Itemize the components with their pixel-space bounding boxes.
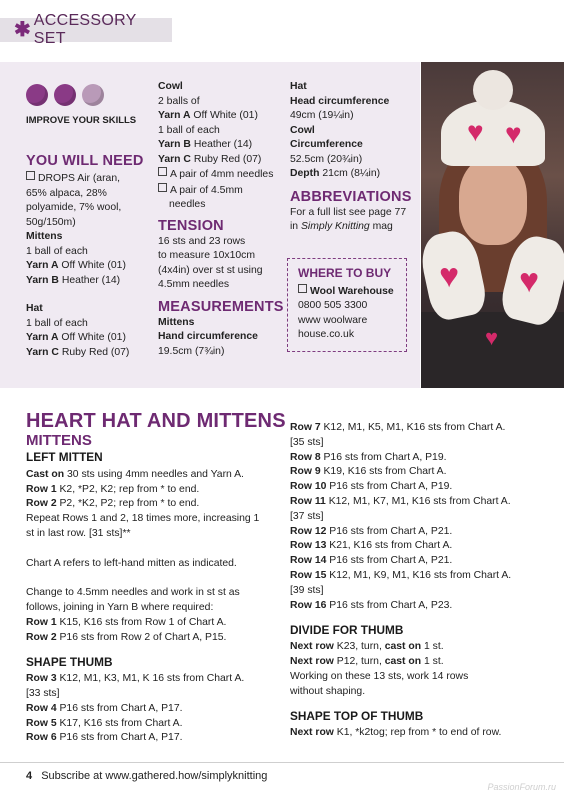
checkbox-icon (158, 183, 167, 192)
measurements-heading: MEASUREMENTS (158, 298, 284, 315)
hat-label: Hat (290, 81, 307, 92)
divide-thumb-heading: DIVIDE FOR THUMB (290, 623, 404, 638)
instruction-line: Row 7 K12, M1, K5, M1, K16 sts from Chart A. (290, 422, 506, 433)
right-body-column (290, 421, 550, 741)
model-photo (421, 62, 564, 388)
hat-balls: 1 ball of each (26, 317, 88, 329)
instruction-line: without shaping. (290, 685, 366, 697)
instruction-line: Row 2 P16 sts from Row 2 of Chart A, P15. (26, 631, 227, 643)
yarn-b-label: Yarn B (158, 139, 191, 150)
section-title: ACCESSORY SET (33, 12, 137, 47)
instruction-line: Row 8 P16 sts from Chart A, P19. (290, 451, 447, 463)
checkbox-icon (158, 167, 167, 176)
instruction-line: Row 6 P16 sts from Chart A, P17. (26, 732, 183, 744)
checkbox-icon (298, 284, 307, 293)
heart-icon: ♥ (467, 116, 484, 147)
instruction-line: Row 11 K12, M1, K7, M1, K16 sts from Chart A. (290, 495, 511, 507)
shop-name: Wool Warehouse (310, 285, 394, 297)
instruction-line: Chart A refers to left-hand mitten as indicated. (26, 557, 237, 569)
you-will-need (26, 152, 156, 360)
instruction-line: Next row K23, turn, cast on 1 st. (290, 641, 444, 653)
yarn-line: polyamide, 7% wool, (26, 202, 122, 213)
yarn-a-value: Off White (01) (61, 332, 126, 343)
skills-block (26, 84, 136, 126)
yarn-c-label: Yarn C (158, 153, 191, 165)
yarn-c-label: Yarn C (26, 346, 59, 358)
instruction-line: Row 14 P16 sts from Chart A, P21. (290, 555, 453, 567)
yarn-line: DROPS Air (aran, (38, 173, 120, 184)
shop-phone: 0800 505 3300 (298, 300, 368, 311)
watermark: PassionForum.ru (487, 782, 556, 792)
hat-label: Hat (26, 303, 43, 314)
left-body-column (26, 450, 278, 746)
yarn-a-label: Yarn A (26, 332, 59, 343)
depth-label: Depth (290, 168, 320, 179)
abbreviations-heading: ABBREVIATIONS (290, 188, 412, 205)
tension-line: 4.5mm needles (158, 279, 230, 290)
mittens-balls: 1 ball of each (26, 245, 88, 257)
instruction-line: Repeat Rows 1 and 2, 18 times more, increasing 1 (26, 513, 260, 525)
instruction-line: Row 1 K2, *P2, K2; rep from * to end. (26, 483, 200, 495)
yarn-a-value: Off White (01) (193, 110, 258, 121)
hand-circumference-value: 19.5cm (7¾in) (158, 345, 225, 357)
cowl-one-ball: 1 ball of each (158, 124, 220, 136)
instruction-line: Row 13 K21, K16 sts from Chart A. (290, 540, 453, 552)
pompom-shape (473, 70, 513, 110)
shape-top-thumb-heading: SHAPE TOP OF THUMB (290, 709, 424, 724)
instruction-line: Row 5 K17, K16 sts from Chart A. (26, 717, 183, 729)
circumference-value: 52.5cm (20¾in) (290, 153, 363, 165)
circumference-label: Circumference (290, 139, 363, 150)
instruction-line: st in last row. [31 sts]** (26, 527, 131, 539)
yarn-ball-icon (54, 84, 76, 106)
star-icon: ✱ (14, 19, 31, 41)
instruction-line: [39 sts] (290, 584, 324, 596)
tension-heading: TENSION (158, 217, 224, 234)
needles-line: A pair of 4.5mm (170, 184, 243, 196)
measurements-abbreviations (290, 80, 418, 235)
page-number: 4 (26, 770, 33, 782)
tension-line: 16 sts and 23 rows (158, 235, 246, 247)
instruction-line: follows, joining in Yarn B where required: (26, 601, 214, 613)
instruction-line: Row 10 P16 sts from Chart A, P19. (290, 481, 453, 493)
instruction-line: Row 4 P16 sts from Chart A, P17. (26, 702, 183, 714)
instruction-line: [35 sts] (290, 436, 324, 448)
yarn-b-label: Yarn B (26, 274, 59, 286)
instruction-line: [33 sts] (26, 687, 60, 699)
instruction-line: Row 9 K19, K16 sts from Chart A. (290, 466, 447, 478)
heart-icon: ♥ (519, 262, 540, 300)
head-circumference-value: 49cm (19¼in) (290, 110, 354, 121)
checkbox-icon (26, 171, 35, 180)
yarn-b-value: Heather (14) (193, 139, 253, 150)
instruction-line: Working on these 13 sts, work 14 rows (290, 670, 469, 682)
instruction-line: Next row K1, *k2tog; rep from * to end of row. (290, 727, 502, 739)
yarn-ball-icon (82, 84, 104, 106)
instruction-line (26, 542, 278, 557)
section-header (0, 12, 172, 47)
instruction-line: Row 2 P2, *K2, P2; rep from * to end. (26, 498, 200, 510)
subscribe-text[interactable]: Subscribe at www.gathered.how/simplyknitting (41, 770, 268, 782)
hand-circumference-label: Hand circumference (158, 331, 258, 342)
face-shape (459, 157, 527, 245)
yarn-c-value: Ruby Red (07) (61, 346, 130, 358)
yarn-a-label: Yarn A (26, 260, 59, 271)
yarn-line: 65% alpaca, 28% (26, 187, 107, 199)
yarn-ball-icon (26, 84, 48, 106)
where-to-buy-heading: WHERE TO BUY (298, 266, 392, 280)
abbreviations-line: in Simply Knitting mag (290, 221, 393, 232)
yarn-a-value: Off White (01) (61, 260, 126, 271)
footer-rule (0, 762, 564, 763)
instruction-line: Row 1 K15, K16 sts from Row 1 of Chart A. (26, 616, 227, 628)
cowl-label: Cowl (158, 81, 183, 92)
skills-label: IMPROVE YOUR SKILLS (26, 115, 137, 126)
instruction-line: Row 16 P16 sts from Chart A, P23. (290, 599, 453, 611)
cowl-label: Cowl (290, 124, 315, 136)
yarn-c-value: Ruby Red (07) (193, 153, 262, 165)
instruction-line: [37 sts] (290, 510, 324, 522)
cowl-tension-measurements (158, 80, 286, 359)
you-will-need-heading: YOU WILL NEED (26, 153, 144, 169)
instruction-line: Row 15 K12, M1, K9, M1, K16 sts from Chart A. (290, 569, 512, 581)
where-to-buy-box (287, 258, 407, 352)
pattern-subtitle: MITTENS (26, 432, 92, 449)
depth-value: 21cm (8¼in) (322, 168, 381, 179)
yarn-a-label: Yarn A (158, 110, 191, 121)
instruction-line: Change to 4.5mm needles and work in st st as (26, 587, 240, 599)
needles-line: needles (169, 199, 206, 210)
footer (26, 770, 267, 782)
heart-icon: ♥ (505, 118, 522, 149)
shop-web[interactable]: www woolware (298, 314, 368, 326)
mittens-label: Mittens (26, 231, 63, 242)
tension-line: to measure 10x10cm (158, 250, 256, 261)
instruction-line: Cast on 30 sts using 4mm needles and Yarn A. (26, 468, 244, 480)
shape-thumb-heading: SHAPE THUMB (26, 655, 113, 670)
needles-line: A pair of 4mm needles (170, 169, 274, 180)
pattern-title: HEART HAT AND MITTENS (26, 410, 286, 432)
yarn-line: 50g/150m) (26, 216, 76, 228)
cowl-balls: 2 balls of (158, 95, 200, 107)
mittens-label: Mittens (158, 316, 195, 328)
heart-icon: ♥ (439, 257, 460, 295)
head-circumference-label: Head circumference (290, 95, 390, 107)
abbreviations-line: For a full list see page 77 (290, 206, 407, 218)
instruction-line: Row 3 K12, M1, K3, M1, K 16 sts from Chart A. (26, 673, 245, 685)
shop-web[interactable]: house.co.uk (298, 329, 355, 340)
instruction-line (26, 571, 278, 586)
tension-line: (4x4in) over st st using (158, 264, 263, 276)
heart-icon: ♥ (485, 325, 499, 350)
instruction-line: Row 12 P16 sts from Chart A, P21. (290, 525, 453, 537)
yarn-b-value: Heather (14) (61, 274, 121, 286)
instruction-line: Next row P12, turn, cast on 1 st. (290, 655, 444, 667)
left-mitten-heading: LEFT MITTEN (26, 450, 103, 464)
